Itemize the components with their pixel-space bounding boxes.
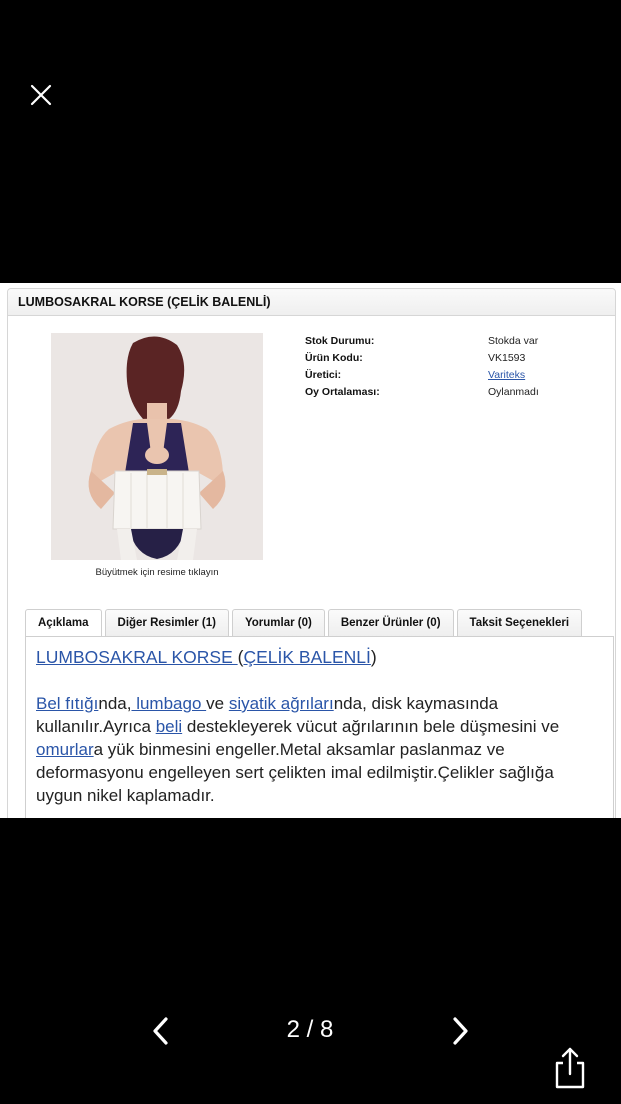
title-paren-close: ) bbox=[370, 647, 377, 667]
spec-row-code bbox=[305, 352, 605, 369]
spec-label: Ürün Kodu: bbox=[305, 352, 363, 364]
spec-row-manufacturer bbox=[305, 369, 605, 386]
desc-text: nda, bbox=[98, 694, 132, 713]
link-omurlar[interactable]: omurlar bbox=[36, 740, 94, 759]
image-caption[interactable]: Büyütmek için resime tıklayın bbox=[95, 567, 219, 578]
link-lumbago[interactable]: lumbago bbox=[131, 694, 207, 713]
desc-text: nda, disk kaymasında kullanılır.Ayrıca bbox=[36, 694, 499, 736]
product-photo bbox=[51, 333, 263, 560]
prev-button[interactable] bbox=[148, 1014, 174, 1048]
spec-label: Üretici: bbox=[305, 369, 342, 381]
screenshot-photo[interactable] bbox=[0, 283, 621, 818]
close-icon bbox=[26, 80, 56, 110]
desc-text: destekleyerek vücut ağrılarının bele düşmesini ve bbox=[182, 717, 560, 736]
link-beli[interactable]: beli bbox=[155, 717, 183, 736]
tab-other-images[interactable]: Diğer Resimler (1) bbox=[105, 609, 229, 637]
description-panel bbox=[25, 636, 614, 818]
spec-value: Stokda var bbox=[488, 335, 539, 347]
viewer-nav-bar bbox=[0, 1000, 621, 1060]
tab-installments[interactable]: Taksit Seçenekleri bbox=[457, 609, 583, 637]
manufacturer-link[interactable]: Variteks bbox=[488, 369, 526, 381]
title-paren-open: ( bbox=[237, 647, 244, 667]
link-bel-fitigi[interactable]: Bel fıtığı bbox=[36, 694, 99, 713]
product-tabs bbox=[25, 609, 582, 637]
tab-reviews[interactable]: Yorumlar (0) bbox=[232, 609, 325, 637]
spec-row-stock bbox=[305, 335, 605, 352]
product-specs bbox=[305, 335, 605, 403]
desc-text: ve bbox=[206, 694, 229, 713]
chevron-right-icon bbox=[447, 1014, 473, 1048]
spec-label: Stok Durumu: bbox=[305, 335, 375, 347]
spec-value: Oylanmadı bbox=[488, 386, 539, 398]
description-body bbox=[36, 692, 603, 807]
chevron-left-icon bbox=[148, 1014, 174, 1048]
description-title bbox=[36, 646, 603, 668]
spec-value: VK1593 bbox=[488, 352, 526, 364]
desc-text: a yük binmesini engeller.Metal aksamlar paslanmaz ve deformasyonu engelleyen sert çelikten imal edilmiştir.Çelikler sağlığa uygun nikel kaplamadır. bbox=[36, 740, 554, 805]
share-button[interactable] bbox=[550, 1045, 590, 1091]
close-button[interactable] bbox=[26, 80, 56, 110]
title-link-product[interactable]: LUMBOSAKRAL KORSE bbox=[36, 647, 238, 667]
product-panel bbox=[7, 288, 616, 818]
spec-label: Oy Ortalaması: bbox=[305, 386, 380, 398]
link-siyatik[interactable]: siyatik ağrıları bbox=[228, 694, 334, 713]
tab-description[interactable]: Açıklama bbox=[25, 609, 102, 638]
share-icon bbox=[550, 1045, 590, 1091]
spec-row-rating bbox=[305, 386, 605, 403]
title-link-steel[interactable]: ÇELİK BALENLİ bbox=[243, 647, 371, 667]
next-button[interactable] bbox=[447, 1014, 473, 1048]
product-title: LUMBOSAKRAL KORSE (ÇELİK BALENLİ) bbox=[8, 289, 615, 316]
tab-similar-products[interactable]: Benzer Ürünler (0) bbox=[328, 609, 454, 637]
product-image[interactable] bbox=[51, 333, 263, 560]
image-counter: 2 / 8 bbox=[286, 1016, 334, 1043]
